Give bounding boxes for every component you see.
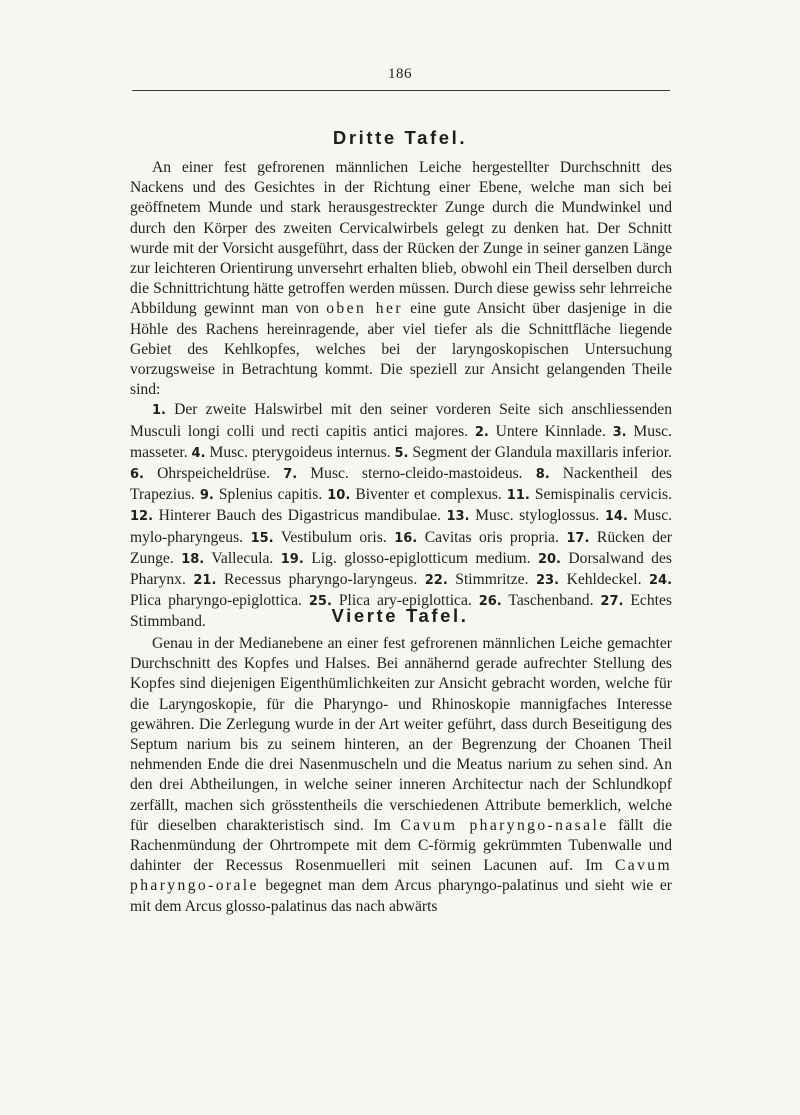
legend-text: Musc. pterygoideus internus. [209, 443, 391, 461]
legend-number: 13. [446, 509, 470, 525]
legend-number: 7. [283, 467, 298, 483]
legend-text: Untere Kinnlade. [495, 422, 606, 440]
legend-number: 18. [181, 551, 205, 567]
legend-text: Musc. mylo-pharyngeus. [130, 507, 673, 546]
legend-number: 8. [535, 467, 550, 483]
legend-text: Kehldeckel. [566, 571, 642, 589]
legend-text: Musc. sterno-cleido-mastoideus. [310, 465, 523, 483]
intro-text-cont: eine gute Ansicht über dasjenige in die Höhle des Rachens hereinragende, aber viel tiefer als die Schnittfläche liegende Gebiet des Kehlkopfes, welches bei der laryngoskopischen Untersuchung vorzugsweise in Betrachtung kommt. Die speziell zur Ansicht gelangenden Theile sind: [130, 300, 672, 399]
legend-number: 4. [191, 445, 206, 461]
legend-number: 11. [506, 488, 530, 504]
legend-text: Echtes Stimmband. [130, 592, 672, 631]
legend-number: 25. [308, 594, 332, 610]
legend-text: Der zweite Halswirbel mit den seiner vorderen Seite sich anschliessenden Musculi longi colli und recti capitis antici majores. [130, 401, 672, 440]
legend-text: Plica ary-epiglottica. [338, 592, 472, 610]
header-rule [132, 90, 670, 91]
legend-number: 22. [424, 573, 448, 589]
legend-text: Splenius capitis. [218, 486, 323, 504]
section-body-vierte-tafel [130, 634, 672, 917]
legend-text: Segment der Glandula maxillaris inferior. [412, 443, 672, 461]
legend-number: 21. [193, 573, 217, 589]
legend-text: Nackentheil des Trapezius. [130, 465, 672, 504]
legend-text: Vallecula. [211, 549, 274, 567]
legend-text: Recessus pharyngo-laryngeus. [223, 571, 418, 589]
section-body-dritte-tafel [130, 158, 672, 633]
legend-number: 5. [394, 445, 409, 461]
legend-number: 16. [394, 530, 418, 546]
emphasis-cavum-pharyngo-orale: Cavum pharyngo-orale [130, 857, 672, 895]
legend-text: Musc. masseter. [130, 422, 672, 461]
legend-text: Rücken der Zunge. [130, 528, 672, 567]
legend-number: 20. [537, 551, 561, 567]
legend-number: 2. [474, 424, 489, 440]
vierte-paragraph [130, 634, 672, 917]
legend-number: 10. [327, 488, 351, 504]
legend-number: 23. [536, 573, 560, 589]
vierte-text-end: begegnet man dem Arcus pharyngo-palatinus und sieht wie er mit dem Arcus glosso-palatinus das nach abwärts [130, 877, 672, 915]
vierte-text-cont: fällt die Rachenmündung der Ohrtrompete mit dem C-förmig gekrümmten Tubenwalle und dahinter der Recessus Rosenmuelleri mit seinen Lacunen auf. Im [130, 816, 672, 875]
legend-text: Plica pharyngo-epiglottica. [130, 592, 302, 610]
legend-text: Taschenband. [508, 592, 594, 610]
legend-text: Lig. glosso-epiglotticum medium. [311, 549, 531, 567]
vierte-text: Genau in der Medianebene an einer fest gefrorenen männlichen Leiche gemachter Durchschnitt des Kopfes und Halses. Bei annähernd gerade aufrechter Stellung des Kopfes sind diejenigen Eigenthümlichkeiten zur Ansicht gebracht worden, welche für die Laryngoskopie, für die Pharyngo- und Rhinoskopie mannigfaches Interesse gewähren. Die Zerlegung wurde in der Art weiter geführt, dass durch Beseitigung des Septum narium bis zu seinem hinteren, an der Begrenzung der Choanen Theil nehmenden Ende die drei Nasenmuscheln und die Meatus narium zu sehen sind. An den drei Abtheilungen, in welche seiner inneren Architectur nach der Schlundkopf zerfällt, machen sich grösstentheils die verschiedenen Attribute bemerklich, welche für dieselben charakteristisch sind. Im [130, 635, 672, 834]
legend-text: Hinterer Bauch des Digastricus mandibulae. [158, 507, 441, 525]
section-title-dritte-tafel: Dritte Tafel. [332, 127, 468, 148]
legend-text: Stimmritze. [455, 571, 529, 589]
legend-text: Dorsalwand des Pharynx. [130, 549, 672, 589]
legend-text: Ohrspeicheldrüse. [157, 465, 271, 483]
legend-text: Semispinalis cervicis. [534, 486, 672, 504]
legend-text: Cavitas oris propria. [424, 528, 559, 546]
legend-number: 17. [566, 530, 590, 546]
legend-list [130, 400, 672, 632]
intro-text: An einer fest gefrorenen männlichen Leiche hergestellter Durchschnitt des Nackens und des Gesichtes in der Richtung einer Ebene, welche man sich bei geöffnetem Munde und stark herausgestreckter Zunge durch die Mundwinkel und durch den Körper des zweiten Cervicalwirbels gelegt zu denken hat. Der Schnitt wurde mit der Vorsicht ausgeführt, dass der Rücken der Zunge in seiner ganzen Länge zur leichteren Orientirung unversehrt erhalten blieb, obwohl ein Theil derselben durch die Schnittrichtung hätte getroffen werden müssen. Durch diese gewiss sehr lehrreiche Abbildung gewinnt man von [130, 159, 672, 318]
emphasis-cavum-pharyngo-nasale: Cavum pharyngo-nasale [400, 816, 609, 834]
legend-number: 1. [152, 403, 166, 419]
legend-number: 9. [199, 488, 214, 504]
legend-text: Musc. styloglossus. [475, 507, 600, 525]
legend-number: 15. [250, 530, 274, 546]
legend-text: Vestibulum oris. [280, 528, 387, 546]
page-number: 186 [388, 66, 412, 82]
legend-number: 19. [280, 551, 304, 567]
legend-number: 26. [478, 594, 502, 610]
section-title-vierte-tafel: Vierte Tafel. [331, 605, 469, 626]
legend-number: 27. [600, 594, 624, 610]
legend-text: Biventer et complexus. [355, 486, 502, 504]
emphasis-oben-her: oben her [326, 300, 403, 318]
legend-number: 12. [130, 509, 154, 525]
intro-paragraph [130, 158, 672, 400]
legend-number: 3. [612, 424, 627, 440]
legend-number: 6. [130, 467, 144, 483]
legend-number: 24. [648, 573, 673, 589]
legend-number: 14. [604, 509, 628, 525]
